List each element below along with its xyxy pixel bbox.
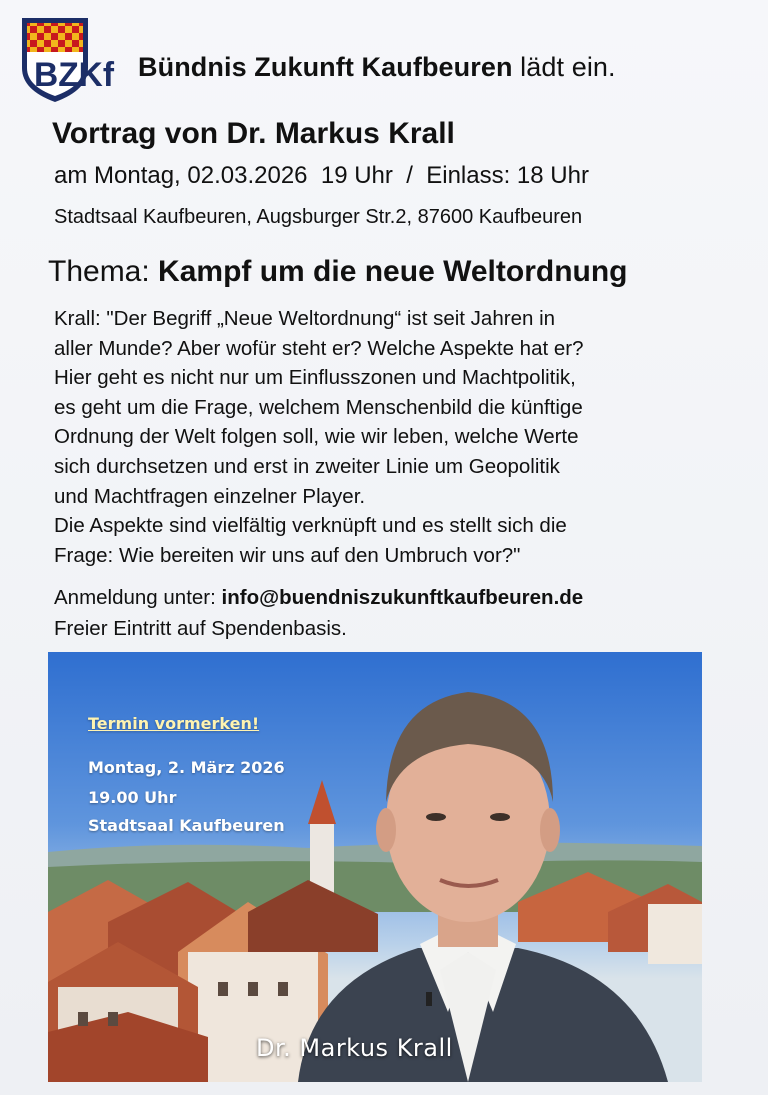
registration-line — [54, 586, 583, 610]
registration-label: Anmeldung unter: — [54, 586, 222, 609]
photo-place: Stadtsaal Kaufbeuren — [88, 816, 285, 835]
description-line: aller Munde? Aber wofür steht er? Welche Aspekte hat er? — [54, 336, 584, 360]
event-title: Vortrag von Dr. Markus Krall — [52, 117, 455, 150]
topic-heading — [48, 255, 628, 289]
description-line: Hier geht es nicht nur um Einflusszonen und Machtpolitik, — [54, 366, 576, 390]
org-name: Bündnis Zukunft Kaufbeuren — [138, 52, 513, 82]
admission-note: Freier Eintritt auf Spendenbasis. — [54, 617, 347, 640]
logo-text: BZKf — [34, 56, 115, 94]
description-line: es geht um die Frage, welchem Menschenbild die künftige — [54, 395, 583, 419]
description-line: sich durchsetzen und erst in zweiter Linie um Geopolitik — [54, 454, 560, 478]
photo-date: Montag, 2. März 2026 — [88, 758, 285, 777]
topic-label: Thema: — [48, 255, 159, 288]
topic-title: Kampf um die neue Weltordnung — [158, 255, 628, 288]
description-line: und Machtfragen einzelner Player. — [54, 484, 366, 508]
photo-caption: Dr. Markus Krall — [256, 1034, 453, 1062]
description-line: Ordnung der Welt folgen soll, wie wir leben, welche Werte — [54, 425, 579, 449]
event-venue: Stadtsaal Kaufbeuren, Augsburger Str.2, 87600 Kaufbeuren — [54, 206, 583, 228]
photo-time: 19.00 Uhr — [88, 788, 177, 807]
invite-text: lädt ein. — [512, 52, 616, 82]
description-line: Krall: "Der Begriff „Neue Weltordnung“ ist seit Jahren in — [54, 307, 556, 330]
description-line: Die Aspekte sind vielfältig verknüpft und es stellt sich die — [54, 514, 567, 538]
description-line: Frage: Wie bereiten wir uns auf den Umbruch vor?" — [54, 543, 521, 567]
event-date: am Montag, 02.03.2026 19 Uhr / Einlass: 18 Uhr — [54, 162, 589, 189]
speaker-photo — [48, 652, 702, 1082]
registration-email[interactable]: info@buendniszukunftkaufbeuren.de — [221, 586, 584, 609]
invitation-line — [138, 52, 616, 83]
save-the-date-label: Termin vormerken! — [88, 714, 260, 733]
bzkf-logo — [16, 12, 118, 104]
description — [54, 304, 734, 570]
